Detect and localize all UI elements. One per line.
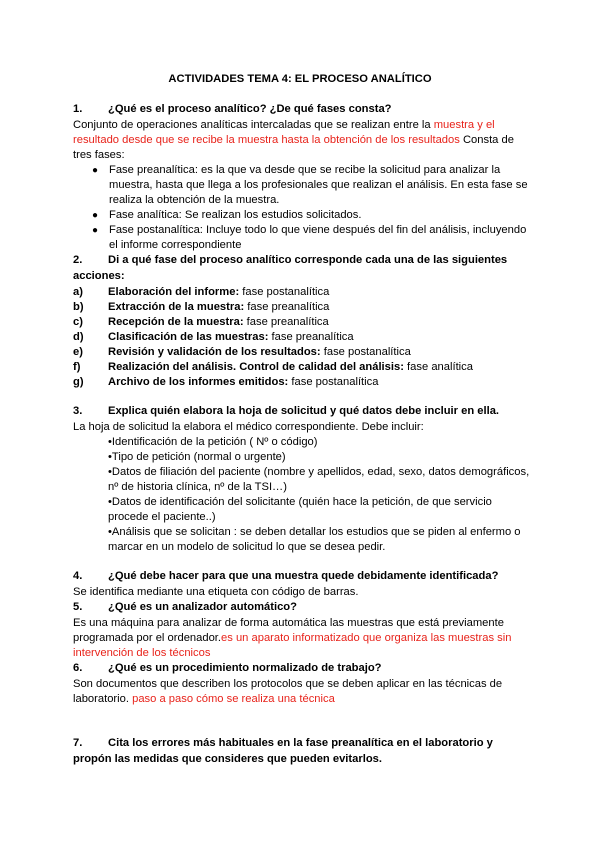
answer-text: Consta de — [459, 134, 514, 146]
question-number: 3. — [73, 405, 83, 417]
list-item: g) — [73, 376, 84, 388]
answer-line: La hoja de solicitud la elabora el médico correspondiente. Debe incluir: — [73, 421, 424, 433]
list-item: Elaboración del informe: fase postanalítica — [108, 286, 330, 298]
question-number: 1. — [73, 103, 83, 115]
question-number: 6. — [73, 662, 83, 674]
bullet-icon: ● — [92, 210, 99, 221]
question-text: ¿Qué es un analizador automático? — [108, 601, 297, 613]
answer-line: •Tipo de petición (normal o urgente) — [108, 451, 286, 463]
answer-line: Es una máquina para analizar de forma automática las muestras que está previamente — [73, 617, 504, 629]
question-text: Di a qué fase del proceso analítico corresponde cada una de las siguientes — [108, 254, 508, 266]
question-text: ¿Qué es el proceso analítico? ¿De qué fases consta? — [108, 103, 392, 115]
question-text: acciones: — [73, 270, 125, 282]
question-text: Cita los errores más habituales en la fase preanalítica en el laboratorio y — [108, 737, 493, 749]
answer-line — [73, 118, 495, 133]
question-text: Explica quién elabora la hoja de solicitud y qué datos debe incluir en ella. — [108, 405, 500, 417]
answer-line: Son documentos que describen los protocolos que se deben aplicar en las técnicas de — [73, 678, 503, 690]
list-item: e) — [73, 346, 83, 358]
question-number: 7. — [73, 737, 83, 749]
bullet-icon: ● — [92, 165, 99, 176]
list-item: Extracción de la muestra: fase preanalítica — [108, 301, 330, 313]
list-item: b) — [73, 301, 84, 313]
question-text: ¿Qué es un procedimiento normalizado de trabajo? — [108, 662, 382, 674]
bullet-line: el informe correspondiente — [109, 239, 242, 251]
answer-line: nº de historia clínica, nº de la TSI…) — [108, 481, 287, 493]
highlighted-answer-text: muestra y el — [433, 119, 495, 131]
highlighted-answer-text: resultado desde que se recibe la muestra hasta la obtención de los resultados — [73, 134, 460, 146]
list-item: a) — [73, 286, 83, 298]
list-item: f) — [73, 361, 81, 373]
list-item: Recepción de la muestra: fase preanalítica — [108, 316, 329, 328]
answer-line: •Datos de identificación del solicitante (quién hace la petición, de que servicio — [108, 496, 492, 508]
list-item: Archivo de los informes emitidos: fase postanalítica — [108, 376, 379, 388]
answer-line: marcar en un modelo de solicitud lo que se desea pedir. — [108, 541, 386, 553]
highlighted-answer-text: intervención de los técnicos — [73, 647, 211, 659]
answer-line: •Datos de filiación del paciente (nombre y apellidos, edad, sexo, datos demográficos, — [108, 466, 530, 478]
bullet-line: Fase preanalítica: es la que va desde que se recibe la solicitud para analizar la — [109, 164, 501, 176]
question-number: 2. — [73, 254, 83, 266]
answer-line: •Identificación de la petición ( Nº o código) — [108, 436, 318, 448]
answer-line: •Análisis que se solicitan : se deben detallar los estudios que se piden al enfermo o — [108, 526, 521, 538]
list-item: Realización del análisis. Control de calidad del análisis: fase analítica — [108, 361, 473, 373]
question-text: propón las medidas que consideres que pueden evitarlos. — [73, 753, 382, 765]
answer-line — [73, 133, 514, 148]
question-number: 5. — [73, 601, 83, 613]
list-item: Revisión y validación de los resultados: fase postanalítica — [108, 346, 411, 358]
answer-line: procede el paciente..) — [108, 511, 216, 523]
bullet-line: Fase postanalítica: Incluye todo lo que viene después del fin del análisis, incluyendo — [109, 224, 527, 236]
question-number: 4. — [73, 570, 83, 582]
bullet-line: realiza la obtención de la muestra. — [109, 194, 280, 206]
answer-line: Se identifica mediante una etiqueta con código de barras. — [73, 586, 359, 598]
bullet-line: Fase analítica: Se realizan los estudios solicitados. — [109, 209, 362, 221]
answer-text: Conjunto de operaciones analíticas intercaladas que se realizan entre la — [73, 119, 434, 131]
page-title: ACTIVIDADES TEMA 4: EL PROCESO ANALÍTICO — [168, 73, 432, 85]
answer-line — [73, 692, 335, 707]
list-item: Clasificación de las muestras: fase preanalítica — [108, 331, 354, 343]
answer-line: tres fases: — [73, 149, 125, 161]
answer-text: laboratorio. — [73, 693, 133, 705]
list-item: c) — [73, 316, 83, 328]
answer-line — [73, 631, 511, 646]
answer-text: programada por el ordenador. — [73, 632, 222, 644]
question-text: ¿Qué debe hacer para que una muestra quede debidamente identificada? — [108, 570, 499, 582]
bullet-icon: ● — [92, 225, 99, 236]
highlighted-answer-text: paso a paso cómo se realiza una técnica — [132, 693, 335, 705]
list-item: d) — [73, 331, 84, 343]
highlighted-answer-text: es un aparato informatizado que organiza las muestras sin — [221, 632, 512, 644]
bullet-line: muestra, hasta que llega a los profesionales que realizan el análisis. En esta fase se — [109, 179, 528, 191]
